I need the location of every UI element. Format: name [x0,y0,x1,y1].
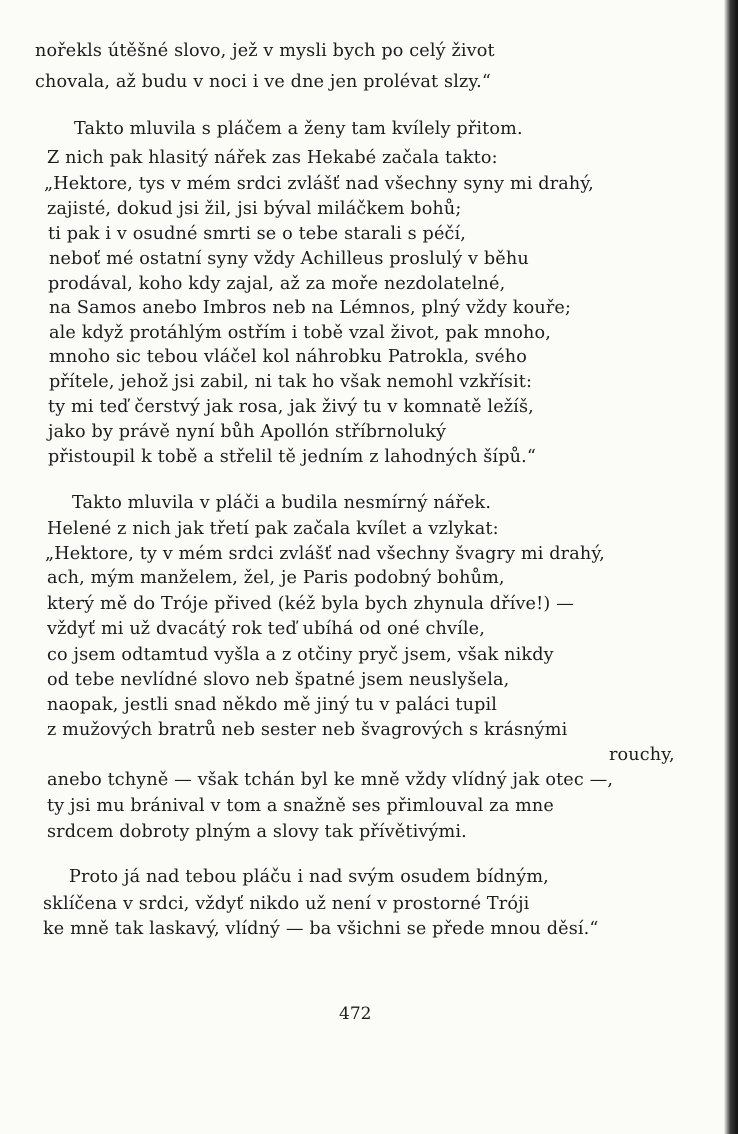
page-number: 472 [339,1004,372,1024]
text-line: Helené z nich jak třetí pak začala kvílet a vzlykat: [47,519,499,539]
text-line: nořekls útěšné slovo, jež v mysli bych po celý život [35,41,495,61]
text-line: ti pak i v osudné smrti se o tebe starali s péčí, [48,224,467,244]
text-line: Z nich pak hlasitý nářek zas Hekabé začala takto: [47,148,498,168]
text-line: naopak, jestli snad někdo mě jiný tu v paláci tupil [47,695,498,715]
text-line: sklíčena v srdci, vždyť nikdo už není v prostorné Tróji [43,894,530,914]
text-line: „Hektore, tys v mém srdci zvlášť nad všechny syny mi drahý, [44,174,594,194]
page-edge-shadow [724,0,738,1134]
text-line: prodával, koho kdy zajal, až za moře nezdolatelné, [48,274,506,294]
text-line-runover: rouchy, [609,745,675,765]
text-line: ke mně tak laskavý, vlídný — ba všichni se přede mnou děsí.“ [43,919,599,939]
text-line: „Hektore, ty v mém srdci zvlášť nad všechny švagry mi drahý, [45,544,605,564]
text-line: anebo tchyně — však tchán byl ke mně vždy vlídný jak otec —, [47,770,614,790]
text-line: zajisté, dokud jsi žil, jsi býval miláčkem bohů; [47,199,462,219]
text-line: Proto já nad tebou pláču i nad svým osudem bídným, [69,867,549,887]
text-line: od tebe nevlídné slovo neb špatné jsem neuslyšela, [47,670,510,690]
text-line: ach, mým manželem, žel, je Paris podobný bohům, [47,568,505,588]
text-line: neboť mé ostatní syny vždy Achilleus proslulý v běhu [49,249,529,269]
text-line: který mě do Tróje přived (kéž byla bych zhynula dříve!) — [47,594,574,614]
text-line: mnoho sic tebou vláčel kol náhrobku Patrokla, svého [49,347,528,367]
text-line: přítele, jehož jsi zabil, ni tak ho však nemohl vzkřísit: [49,372,533,392]
text-line: přistoupil k tobě a střelil tě jedním z lahodných šípů.“ [48,447,536,467]
text-line: ale když protáhlým ostřím i tobě vzal život, pak mnoho, [49,323,551,343]
text-line: co jsem odtamtud vyšla a z otčiny pryč jsem, však nikdy [47,645,554,665]
text-line: na Samos anebo Imbros neb na Lémnos, plný vždy kouře; [49,298,572,318]
text-line: jako by právě nyní bůh Apollón stříbrnoluký [48,422,447,442]
text-line: vždyť mi už dvacátý rok teď ubíhá od oné chvíle, [47,619,485,639]
text-line: z mužových bratrů neb sester neb švagrových s krásnými [47,720,568,740]
text-line: Takto mluvila v pláči a budila nesmírný nářek. [72,493,492,513]
text-line: ty jsi mu bránival v tom a snažně ses přimlouval za mne [47,796,554,816]
text-line: Takto mluvila s pláčem a ženy tam kvílely přitom. [74,119,523,139]
text-line: chovala, až budu v noci i ve dne jen prolévat slzy.“ [35,72,492,92]
text-line: srdcem dobroty plným a slovy tak přívětivými. [47,822,467,842]
text-line: ty mi teď čerstvý jak rosa, jak živý tu v komnatě ležíš, [48,397,534,417]
